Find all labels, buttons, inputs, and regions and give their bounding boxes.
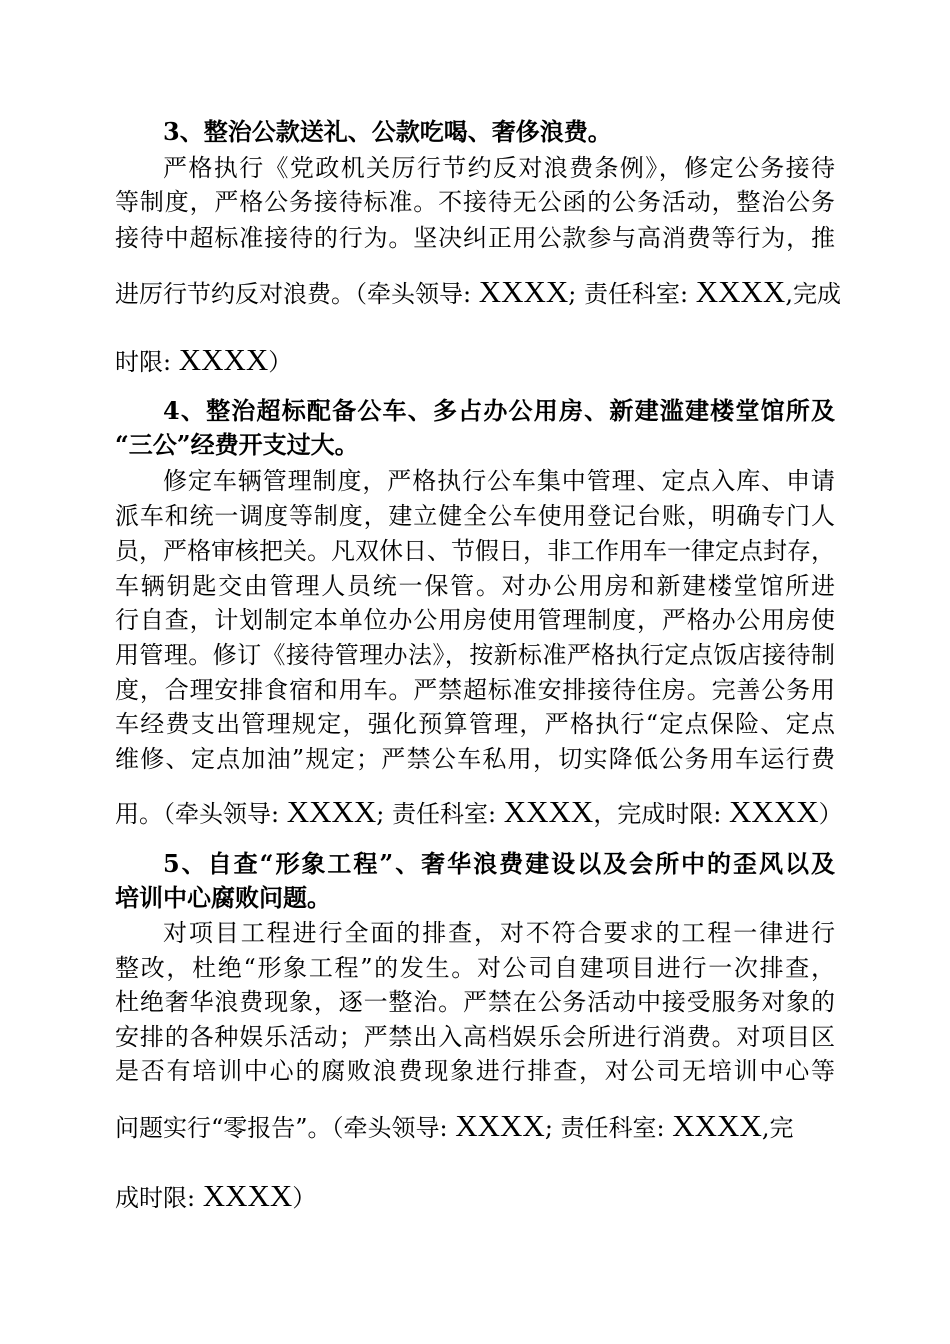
tail-text: ）: [268, 348, 293, 376]
paragraph-line: 等制度，严格公务接待标准。不接待无公函的公务活动，整治公务: [115, 188, 835, 216]
tail-text: 成时限:: [115, 1184, 196, 1212]
paragraph-line: 行自查，计划制定本单位办公用房使用管理制度，严格办公用房使: [115, 606, 835, 634]
tail-text: ; 责任科室:: [568, 280, 689, 308]
tail-text: 问题实行“零报告”。（牵头领导:: [115, 1114, 448, 1142]
paragraph-line: 对项目工程进行全面的排查，对不符合要求的工程一律进行: [163, 919, 835, 947]
paragraph-line: 整改，杜绝“形象工程”的发生。对公司自建项目进行一次排查，: [115, 954, 835, 982]
section-5-heading: 5、自查“形象工程”、奢华浪费建设以及会所中的歪风以及: [163, 849, 835, 878]
paragraph-line: 安排的各种娱乐活动；严禁出入高档娱乐会所进行消费。对项目区: [115, 1023, 835, 1051]
tail-text: 时限:: [115, 348, 172, 376]
deadline-line: [115, 1180, 835, 1214]
paragraph-line: 员，严格审核把关。凡双休日、节假日，非工作用车一律定点封存，: [115, 537, 835, 565]
deadline-value: XXXX: [202, 1178, 293, 1213]
paragraph-line: 车经费支出管理规定，强化预算管理，严格执行“定点保险、定点: [115, 710, 835, 738]
deadline-value: XXXX: [729, 794, 819, 829]
responsible-dept-value: XXXX: [672, 1108, 762, 1143]
paragraph-line: 严格执行《党政机关厉行节约反对浪费条例》，修定公务接待: [163, 154, 835, 182]
responsible-dept-value: XXXX: [695, 274, 786, 309]
tail-text: ; 责任科室:: [376, 800, 497, 828]
deadline-line: [115, 344, 835, 378]
paragraph-line: 修定车辆管理制度，严格执行公车集中管理、定点入库、申请: [163, 467, 835, 495]
tail-text: ）: [818, 800, 843, 828]
section-4-heading: 4、整治超标配备公车、多占办公用房、新建滥建楼堂馆所及: [163, 396, 835, 425]
paragraph-line: 度，合理安排食宿和用车。严禁超标准安排接待住房。完善公务用: [115, 676, 835, 704]
lead-leader-value: XXXX: [286, 794, 377, 829]
tail-text: ，完成时限:: [593, 800, 722, 828]
paragraph-line: 车辆钥匙交由管理人员统一保管。对办公用房和新建楼堂馆所进: [115, 572, 835, 600]
section-3-heading: 3、整治公款送礼、公款吃喝、奢侈浪费。: [163, 117, 612, 146]
tail-text: ,完成: [785, 280, 841, 308]
lead-leader-value: XXXX: [455, 1108, 545, 1143]
deadline-value: XXXX: [178, 342, 269, 377]
section-4-heading-cont: “三公”经费开支过大。: [115, 430, 359, 459]
paragraph-line: 派车和统一调度等制度，建立健全公车使用登记台账，明确专门人: [115, 502, 835, 530]
tail-text: ,完: [761, 1114, 794, 1142]
paragraph-line: 维修、定点加油”规定；严禁公车私用，切实降低公务用车运行费: [115, 745, 835, 773]
responsible-dept-value: XXXX: [503, 794, 594, 829]
paragraph-line: 是否有培训中心的腐败浪费现象进行排查，对公司无培训中心等: [115, 1057, 835, 1085]
tail-text: 进厉行节约反对浪费。（牵头领导:: [115, 280, 472, 308]
responsibility-line: [115, 274, 841, 310]
paragraph-line: 接待中超标准接待的行为。坚决纠正用公款参与高消费等行为，推: [115, 224, 835, 252]
lead-leader-value: XXXX: [478, 274, 569, 309]
paragraph-line: 用管理。修订《接待管理办法》，按新标准严格执行定点饭店接待制: [115, 641, 835, 669]
paragraph-line: 杜绝奢华浪费现象，逐一整治。严禁在公务活动中接受服务对象的: [115, 988, 835, 1016]
responsibility-line: [115, 1110, 835, 1144]
tail-text: ）: [292, 1184, 317, 1212]
tail-text: ; 责任科室:: [544, 1114, 665, 1142]
responsibility-line: [115, 794, 843, 830]
section-5-heading-cont: 培训中心腐败问题。: [115, 883, 331, 912]
tail-text: 用。（牵头领导:: [115, 800, 280, 828]
